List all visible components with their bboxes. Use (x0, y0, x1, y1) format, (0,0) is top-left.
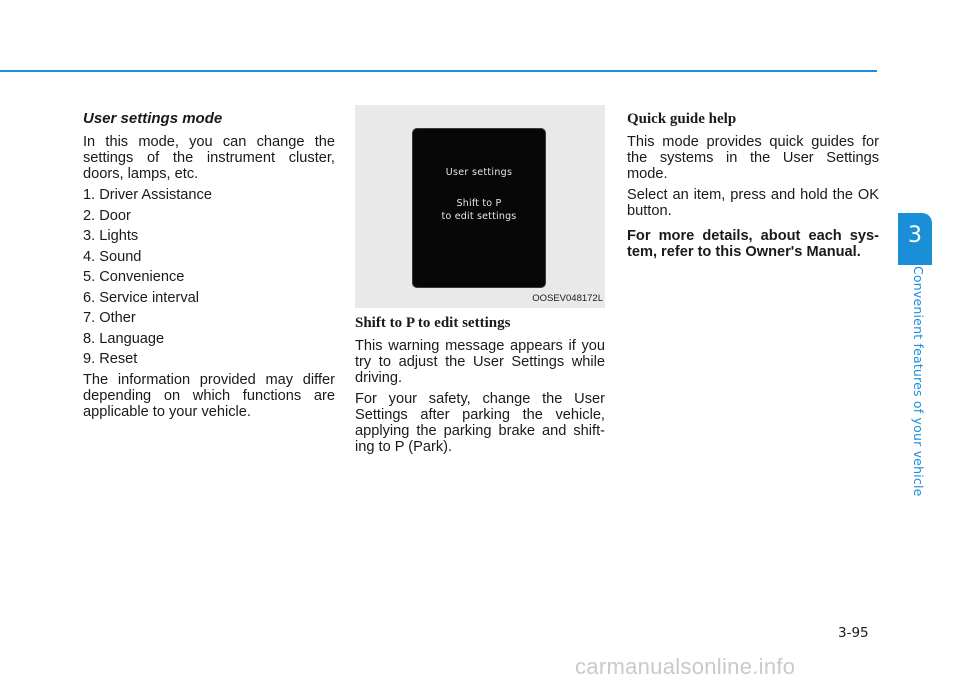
list-item: 4. Sound (83, 248, 142, 265)
note-paragraph: The information provided may differ depending on which functions are applicable to your vehicle. (83, 371, 335, 420)
middle-column (355, 108, 605, 460)
section-heading-user-settings-mode: User settings mode (83, 110, 223, 127)
cluster-screen (412, 128, 546, 288)
safety-paragraph: For your safety, change the User Settings after parking the vehicle, applying the parking brake and shift-ing to P (Park). (355, 391, 605, 455)
chapter-number: 3 (908, 223, 922, 248)
list-item: 9. Reset (83, 351, 138, 367)
list-item: 2. Door (83, 207, 131, 224)
figure-code: OOSEV048172L (532, 293, 603, 304)
right-column (627, 108, 879, 265)
screen-message-line1: Shift to P (456, 198, 502, 209)
list-item: 7. Other (83, 310, 136, 326)
chapter-title: Convenient features of your vehicle (911, 266, 926, 497)
warning-paragraph: This warning message appears if you try to adjust the User Settings while driving. (355, 338, 605, 386)
list-item: 8. Language (83, 330, 165, 347)
list-item: 5. Convenience (83, 269, 185, 285)
left-column (83, 108, 335, 425)
screen-message-line2: to edit settings (441, 211, 517, 222)
quick-guide-paragraph: This mode provides quick guides for the systems in the User Settings mode. (627, 134, 879, 182)
screen-title: User settings (445, 167, 513, 178)
cluster-figure (355, 105, 605, 308)
more-details-paragraph: For more details, about each sys-tem, refer to this Owner's Manual. (627, 228, 879, 260)
top-rule (0, 70, 877, 72)
list-item: 3. Lights (83, 228, 139, 244)
section-heading-shift-to-p: Shift to P to edit settings (355, 315, 511, 331)
page-number: 3-95 (838, 625, 869, 641)
select-item-paragraph: Select an item, press and hold the OK button. (627, 187, 879, 219)
watermark: carmanualsonline.info (575, 654, 796, 679)
section-heading-quick-guide-help: Quick guide help (627, 111, 737, 127)
chapter-tab (898, 213, 932, 265)
settings-list (83, 187, 335, 367)
list-item: 1. Driver Assistance (83, 187, 212, 203)
intro-paragraph: In this mode, you can change the settings of the instrument cluster, doors, lamps, etc. (83, 134, 335, 182)
list-item: 6. Service interval (83, 289, 199, 306)
